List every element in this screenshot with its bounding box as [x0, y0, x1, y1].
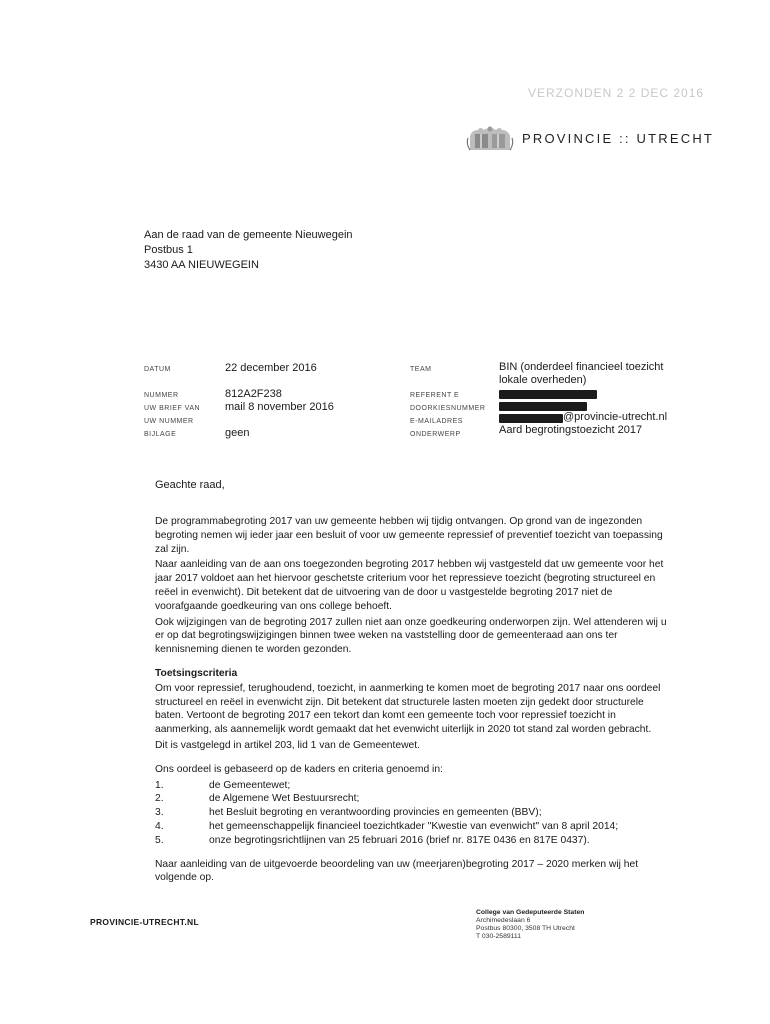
- uw-nummer-label: UW NUMMER: [144, 418, 194, 425]
- nummer-label: NUMMER: [144, 392, 179, 399]
- received-stamp: VERZONDEN 2 2 DEC 2016: [528, 86, 705, 100]
- datum-value: 22 december 2016: [225, 362, 317, 374]
- footer-street: Archimedeslaan 6: [476, 917, 531, 924]
- section-heading: Toetsingscriteria: [155, 667, 238, 679]
- footer-org: College van Gedeputeerde Staten: [476, 909, 585, 916]
- list-number: 3.: [155, 807, 164, 819]
- team-label: TEAM: [410, 366, 432, 373]
- province-logo: [466, 124, 714, 152]
- onderwerp-label: ONDERWERP: [410, 431, 461, 438]
- paragraph: Ook wijzigingen van de begroting 2017 zullen niet aan onze goedkeuring onderworpen zijn. Wel attenderen wij u er op dat begrotingswijzigingen binnen twee weken na vaststelling door de gemeenteraad aan ons ter kennisneming dienen te worden gezonden.: [155, 616, 667, 656]
- paragraph: De programmabegroting 2017 van uw gemeente hebben wij tijdig ontvangen. Op grond van de ingezonden begroting nemen wij ieder jaar een besluit of voor uw gemeente repressief of preventief toezicht van toepassing zal zijn.: [155, 516, 663, 555]
- letter-body: [155, 515, 675, 887]
- recipient-line: Postbus 1: [144, 244, 193, 256]
- crest-icon: [466, 124, 514, 152]
- list-number: 2.: [155, 793, 164, 805]
- province-name: PROVINCIE :: UTRECHT: [522, 130, 715, 146]
- team-value: BIN (onderdeel financieel toezicht: [499, 361, 664, 373]
- paragraph: Dit is vastgelegd in artikel 203, lid 1 van de Gemeentewet.: [155, 739, 421, 751]
- paragraph: Om voor repressief, terughoudend, toezicht, in aanmerking te komen moet de begroting 2017 naar ons oordeel structureel en reëel in evenwicht zijn. Dit betekent dat structurele lasten moeten zijn gedekt door structurele baten. Vertoont de begroting 2017 een tekort dan komt een gemeente toch voor repressief toezicht in aanmerking, als aannemelijk wordt gemaakt dat het evenwicht uiterlijk in 2020 tot stand zal worden gebracht.: [155, 682, 661, 736]
- recipient-line: Aan de raad van de gemeente Nieuwegein: [144, 229, 353, 241]
- recipient-address: [144, 228, 353, 273]
- uw-brief-value: mail 8 november 2016: [225, 401, 334, 413]
- list-number: 5.: [155, 834, 164, 846]
- bijlage-label: BIJLAGE: [144, 431, 177, 438]
- list-text: de Gemeentewet;: [209, 779, 291, 791]
- list-item: [155, 792, 675, 806]
- list-item: [155, 806, 675, 820]
- list-item: [155, 834, 675, 848]
- paragraph: Naar aanleiding van de aan ons toegezonden begroting 2017 hebben wij vastgesteld dat uw gemeente voor het jaar 2017 voldoet aan het hiervoor geschetste criterium voor het repressieve toezicht (begroting structureel en reëel in evenwicht). Dit betekent dat de uitvoering van de door u vastgestelde begroting 2017 niet de voorafgaande goedkeuring van ons college behoeft.: [155, 559, 664, 612]
- list-number: 1.: [155, 779, 164, 791]
- datum-label: DATUM: [144, 366, 171, 373]
- list-item: [155, 779, 675, 793]
- onderwerp-value: Aard begrotingstoezicht 2017: [499, 424, 643, 436]
- email-label: E-MAILADRES: [410, 418, 463, 425]
- doorkies-label: DOORKIESNUMMER: [410, 405, 486, 412]
- list-text: het Besluit begroting en verantwoording provincies en gemeenten (BBV);: [209, 807, 542, 819]
- list-number: 4.: [155, 820, 164, 832]
- footer-address: [476, 909, 584, 941]
- paragraph: Naar aanleiding van de uitgevoerde beoordeling van uw (meerjaren)begroting 2017 – 2020 merken wij het volgende op.: [155, 858, 639, 884]
- list-text: onze begrotingsrichtlijnen van 25 februari 2016 (brief nr. 817E 0436 en 817E 0437).: [209, 834, 590, 846]
- bijlage-value: geen: [225, 427, 250, 439]
- footer-url: PROVINCIE-UTRECHT.NL: [90, 917, 199, 927]
- list-text: de Algemene Wet Bestuursrecht;: [209, 793, 360, 805]
- list-item: [155, 820, 675, 834]
- email-suffix: @provincie-utrecht.nl: [563, 411, 668, 423]
- nummer-value: 812A2F238: [225, 388, 282, 400]
- uw-brief-label: UW BRIEF VAN: [144, 405, 201, 412]
- list-text: het gemeenschappelijk financieel toezichtkader "Kwestie van evenwicht" van 8 april 2014;: [209, 820, 619, 832]
- footer-postbus: Postbus 80300, 3508 TH Utrecht: [476, 925, 575, 932]
- paragraph: Ons oordeel is gebaseerd op de kaders en criteria genoemd in:: [155, 763, 443, 775]
- team-value-line2: lokale overheden): [499, 374, 587, 386]
- redaction-bar: [499, 414, 563, 423]
- recipient-line: 3430 AA NIEUWEGEIN: [144, 259, 259, 271]
- salutation: Geachte raad,: [155, 479, 225, 491]
- redaction-bar: [499, 402, 587, 411]
- redaction-bar: [499, 390, 597, 399]
- criteria-list: [155, 779, 675, 848]
- referent-label: REFERENT E: [410, 392, 460, 399]
- footer-phone: T 030-2589111: [476, 933, 521, 940]
